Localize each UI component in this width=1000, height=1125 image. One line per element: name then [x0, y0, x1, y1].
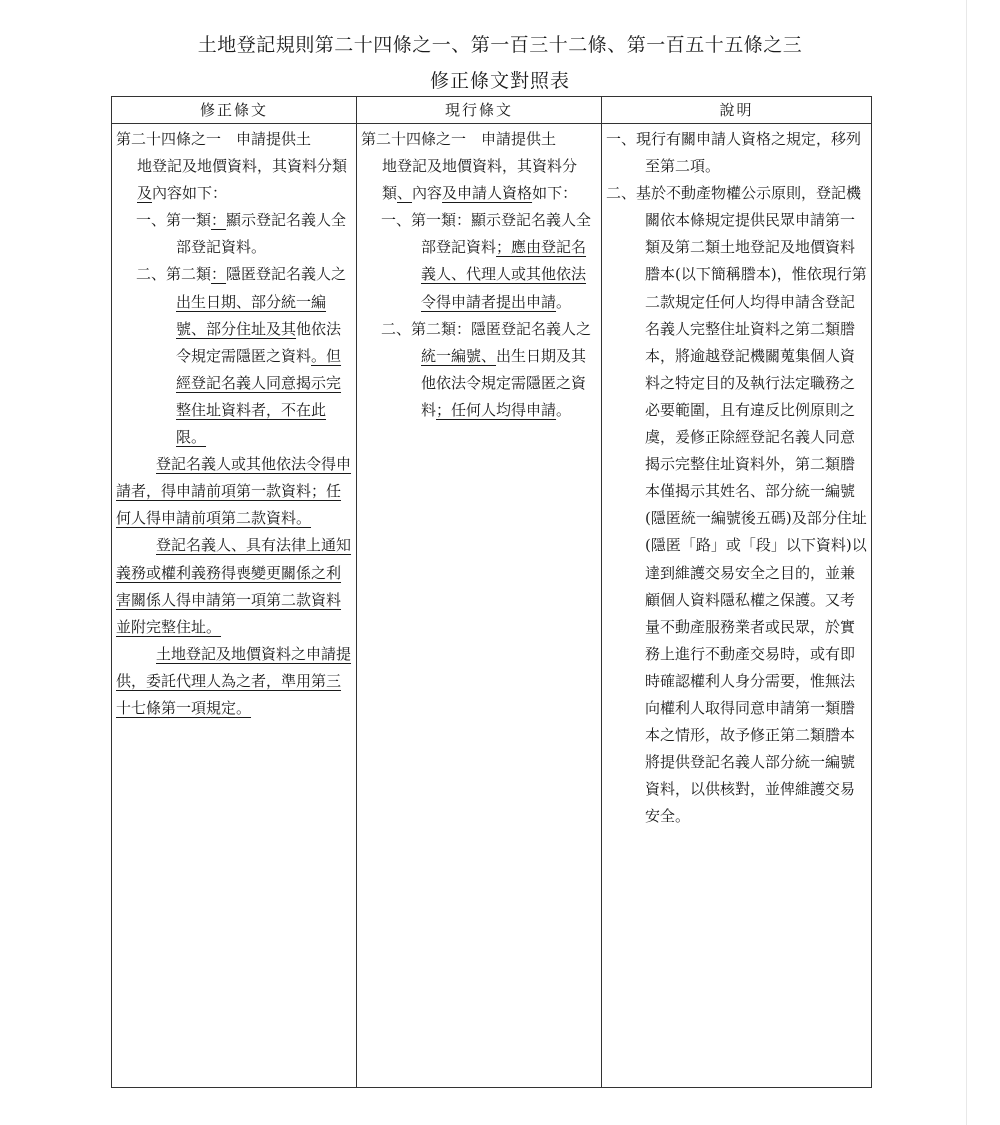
revised-paragraph-2: 登記名義人或其他依法令得申請者，得申請前項第一款資料；任何人得申請前項第二款資料。 — [116, 455, 352, 528]
revised-item-2: 二、第二類：隱匿登記名義人之出生日期、部分統一編號、部分住址及其他依法令規定需隱匿之資料。但經登記名義人同意揭示完整住址資料者，不在此限。 — [136, 265, 347, 447]
revised-item-1: 一、第一類：顯示登記名義人全部登記資料。 — [136, 211, 347, 257]
header-explanation: 說明 — [602, 97, 872, 124]
scan-edge-line — [966, 0, 967, 1125]
revised-article-heading: 第二十四條之一 申請提供土 — [116, 130, 312, 148]
current-item-2: 二、第二類：隱匿登記名義人之統一編號、出生日期及其他依法令規定需隱匿之資料；任何人均得申請。 — [381, 319, 592, 419]
table-body-row — [112, 124, 872, 1088]
table-header-row — [112, 97, 872, 124]
current-item-1: 一、第一類：顯示登記名義人全部登記資料；應由登記名義人、代理人或其他依法令得申請者提出申請。 — [381, 211, 592, 311]
explanation-item-1: 一、現行有關申請人資格之規定，移列至第二項。 — [606, 130, 862, 176]
revised-paragraph-3: 登記名義人、具有法律上通知義務或權利義務得喪變更關係之利害關係人得申請第一項第二款資料並附完整住址。 — [116, 536, 352, 636]
current-article-body: 地登記及地價資料，其資料分類、內容及申請人資格如下： — [382, 157, 578, 203]
explanation-cell — [602, 124, 872, 1088]
current-articles-cell — [357, 124, 602, 1088]
revised-paragraph-4: 土地登記及地價資料之申請提供，委託代理人為之者，準用第三十七條第一項規定。 — [116, 644, 352, 717]
revised-articles-cell — [112, 124, 357, 1088]
header-current: 現行條文 — [357, 97, 602, 124]
comparison-table — [111, 96, 872, 1088]
explanation-item-2: 二、基於不動產物權公示原則，登記機關依本條規定提供民眾申請第一類及第二類土地登記及地價資料謄本(以下簡稱謄本)，惟依現行第二款規定任何人均得申請含登記名義人完整住址資料之第二類謄本，將逾越登記機關蒐集個人資料之特定目的及執行法定職務之必要範圍，且有違反比例原則之虞，爰修正除經登記名義人同意揭示完整住址資料外，第二類謄本僅揭示其姓名、部分統一編號(隱匿統一編號後五碼)及部分住址(隱匿「路」或「段」以下資料)以達到維護交易安全之目的，並兼顧個人資料隱私權之保護。又考量不動產服務業者或民眾，於實務上進行不動產交易時，或有即時確認權利人身分需要，惟無法向權利人取得同意申請第一類謄本之情形，故予修正第二類謄本將提供登記名義人部分統一編號資料，以供核對，並俾維護交易安全。 — [606, 184, 867, 826]
document-title: 土地登記規則第二十四條之一、第一百三十二條、第一百五十五條之三 — [197, 34, 803, 56]
current-article-heading: 第二十四條之一 申請提供土 — [361, 130, 557, 148]
revised-article-body: 地登記及地價資料，其資料分類及內容如下： — [137, 157, 348, 203]
document-subtitle: 修正條文對照表 — [429, 70, 570, 92]
header-revised: 修正條文 — [112, 97, 357, 124]
